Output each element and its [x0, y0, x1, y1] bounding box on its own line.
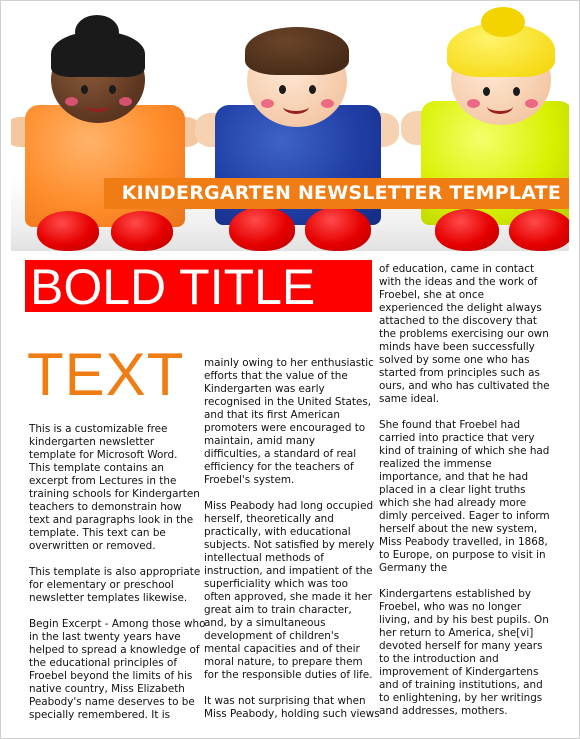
text-line: which she had already more — [379, 497, 527, 509]
text-line: ours, and who has cultivated the — [379, 380, 550, 392]
toy-cheek — [261, 99, 274, 108]
text-line: template for Microsoft Word. — [29, 449, 178, 461]
header-illustration — [11, 1, 569, 251]
text-line: Kindergarten was early — [204, 383, 325, 395]
text-line: Kindergartens established by — [379, 588, 532, 600]
text-line: same ideal. — [379, 393, 440, 405]
text-line: efforts that the value of the — [204, 370, 348, 382]
toy-foot — [37, 211, 99, 251]
text-line: herself about the new system, — [379, 523, 538, 535]
text-line: to Europe, on purpose to visit in — [379, 549, 546, 561]
column-2 — [204, 357, 380, 734]
text-line: improvement of Kindergartens — [379, 666, 539, 678]
toy-foot — [509, 209, 569, 251]
text-line: It was not surprising that when — [204, 695, 366, 707]
text-line: excerpt from Lectures in the — [29, 475, 177, 487]
toy-foot — [111, 211, 173, 251]
text-line: devoted herself for many years — [379, 640, 543, 652]
toy-figure-blue — [189, 1, 399, 251]
toy-cheek — [65, 97, 78, 106]
text-line: Peabody's name deserves to be — [29, 696, 195, 708]
text-line: Froebel, she at once — [379, 289, 484, 301]
text-line: intellectual methods of — [204, 552, 324, 564]
toy-eye — [109, 85, 116, 94]
text-line: solved by some one who has — [379, 354, 530, 366]
text-line: Miss Peabody travelled, in 1868, — [379, 536, 548, 548]
toy-mouth — [85, 97, 111, 112]
text-line: subjects. Not satisfied by merely — [204, 539, 375, 551]
text-line: kindergarten newsletter — [29, 436, 155, 448]
text-line: She found that Froebel had — [379, 419, 521, 431]
text-line: importance, and that he had — [379, 471, 529, 483]
toy-cheek — [467, 99, 480, 108]
text-line: living, and by his best pupils. On — [379, 614, 549, 626]
text-line: and, by a simultaneous — [204, 617, 326, 629]
text-line: Froebel beyond the limits of his — [29, 670, 193, 682]
column-3 — [379, 263, 551, 731]
paragraph — [379, 263, 551, 406]
text-line: to the introduction and — [379, 653, 499, 665]
text-line: text and paragraphs look in the — [29, 514, 194, 526]
text-line: Miss Peabody, holding such views — [204, 708, 380, 720]
text-line: recognised in the United States, — [204, 396, 372, 408]
text-line: helped to spread a knowledge of — [29, 644, 200, 656]
text-line: teachers to demonstrain how — [29, 501, 182, 513]
paragraph — [29, 618, 206, 722]
text-line: instruction, and impatient of the — [204, 565, 373, 577]
text-line: dimly perceived. Eager to inform — [379, 510, 550, 522]
text-line: the educational principles of — [29, 657, 178, 669]
toy-eye — [513, 87, 520, 96]
text-line: realized the immense — [379, 458, 492, 470]
text-line: maintain, amid many — [204, 435, 315, 447]
newsletter-banner: KINDERGARTEN NEWSLETTER TEMPLATE — [104, 178, 569, 209]
text-line: mental capacities and of their — [204, 643, 360, 655]
text-line: to enlightening, by her writings — [379, 692, 543, 704]
toy-eye — [81, 85, 88, 94]
text-line: for elementary or preschool — [29, 579, 174, 591]
text-line: Germany the — [379, 562, 448, 574]
text-line: her return to America, she[vi] — [379, 627, 534, 639]
text-line: template. This text can be — [29, 527, 166, 539]
text-line: This is a customizable free — [29, 423, 168, 435]
text-line: moral nature, to prepare them — [204, 656, 363, 668]
paragraph — [29, 566, 201, 605]
text-line: newsletter templates likewise. — [29, 592, 188, 604]
text-line: attached to the discovery that — [379, 315, 537, 327]
toy-hair — [245, 27, 349, 75]
text-line: kind of training of which she had — [379, 445, 550, 457]
toy-foot — [305, 207, 371, 251]
toy-cheek — [321, 99, 334, 108]
text-line: with the ideas and the work of — [379, 276, 538, 288]
toy-cheek — [525, 99, 538, 108]
toy-eye — [483, 87, 490, 96]
text-line: superficiality which was too — [204, 578, 349, 590]
text-line: Froebel's system. — [204, 474, 295, 486]
text-line: and of training institutions, and — [379, 679, 543, 691]
toy-hair-bun — [75, 15, 119, 49]
text-line: and addresses, mothers. — [379, 705, 508, 717]
text-line: started from principles such as — [379, 367, 540, 379]
column-1 — [29, 423, 206, 735]
toy-figure-yellow — [391, 1, 569, 251]
toy-foot — [229, 207, 295, 251]
text-line: Begin Excerpt - Among those who — [29, 618, 206, 630]
text-line: native country, Miss Elizabeth — [29, 683, 185, 695]
toy-figure-orange — [11, 1, 201, 251]
text-line: efficiency for the teachers of — [204, 461, 354, 473]
text-line: overwritten or removed. — [29, 540, 156, 552]
toy-eye — [309, 85, 316, 94]
toy-mouth — [487, 99, 513, 114]
text-line: of education, came in contact — [379, 263, 535, 275]
text-line: great aim to train character, — [204, 604, 352, 616]
text-line: experienced the delight always — [379, 302, 542, 314]
text-line: often approved, she made it her — [204, 591, 372, 603]
paragraph — [379, 419, 551, 575]
toy-hair-bun — [481, 7, 525, 37]
text-line: placed in a clear light truths — [379, 484, 526, 496]
text-line: development of children's — [204, 630, 340, 642]
text-line: in the last twenty years have — [29, 631, 181, 643]
text-line: practically, with educational — [204, 526, 351, 538]
bold-title: BOLD TITLE — [25, 260, 372, 312]
toy-mouth — [283, 99, 309, 114]
text-line: training schools for Kindergarten — [29, 488, 200, 500]
toy-foot — [435, 209, 499, 251]
text-line: carried into practice that very — [379, 432, 535, 444]
paragraph — [204, 357, 376, 487]
toy-eye — [279, 85, 286, 94]
text-line: specially remembered. It is — [29, 709, 171, 721]
text-line: This template contains an — [29, 462, 164, 474]
text-line: herself, theoretically and — [204, 513, 334, 525]
toy-cheek — [119, 97, 132, 106]
text-line: for the responsible duties of life. — [204, 669, 373, 681]
text-line: Froebel, who was no longer — [379, 601, 522, 613]
text-line: difficulties, a standard of real — [204, 448, 357, 460]
text-line: This template is also appropriate — [29, 566, 201, 578]
text-line: and that its first American — [204, 409, 340, 421]
text-line: the problems exercising our own — [379, 328, 549, 340]
text-line: mainly owing to her enthusiastic — [204, 357, 374, 369]
paragraph — [29, 423, 201, 553]
paragraph — [204, 500, 376, 682]
title-text: TEXT — [27, 341, 185, 408]
text-line: Miss Peabody had long occupied — [204, 500, 374, 512]
text-line: promoters were encouraged to — [204, 422, 366, 434]
paragraph — [379, 588, 551, 718]
paragraph — [204, 695, 380, 721]
text-line: minds have been successfully — [379, 341, 535, 353]
